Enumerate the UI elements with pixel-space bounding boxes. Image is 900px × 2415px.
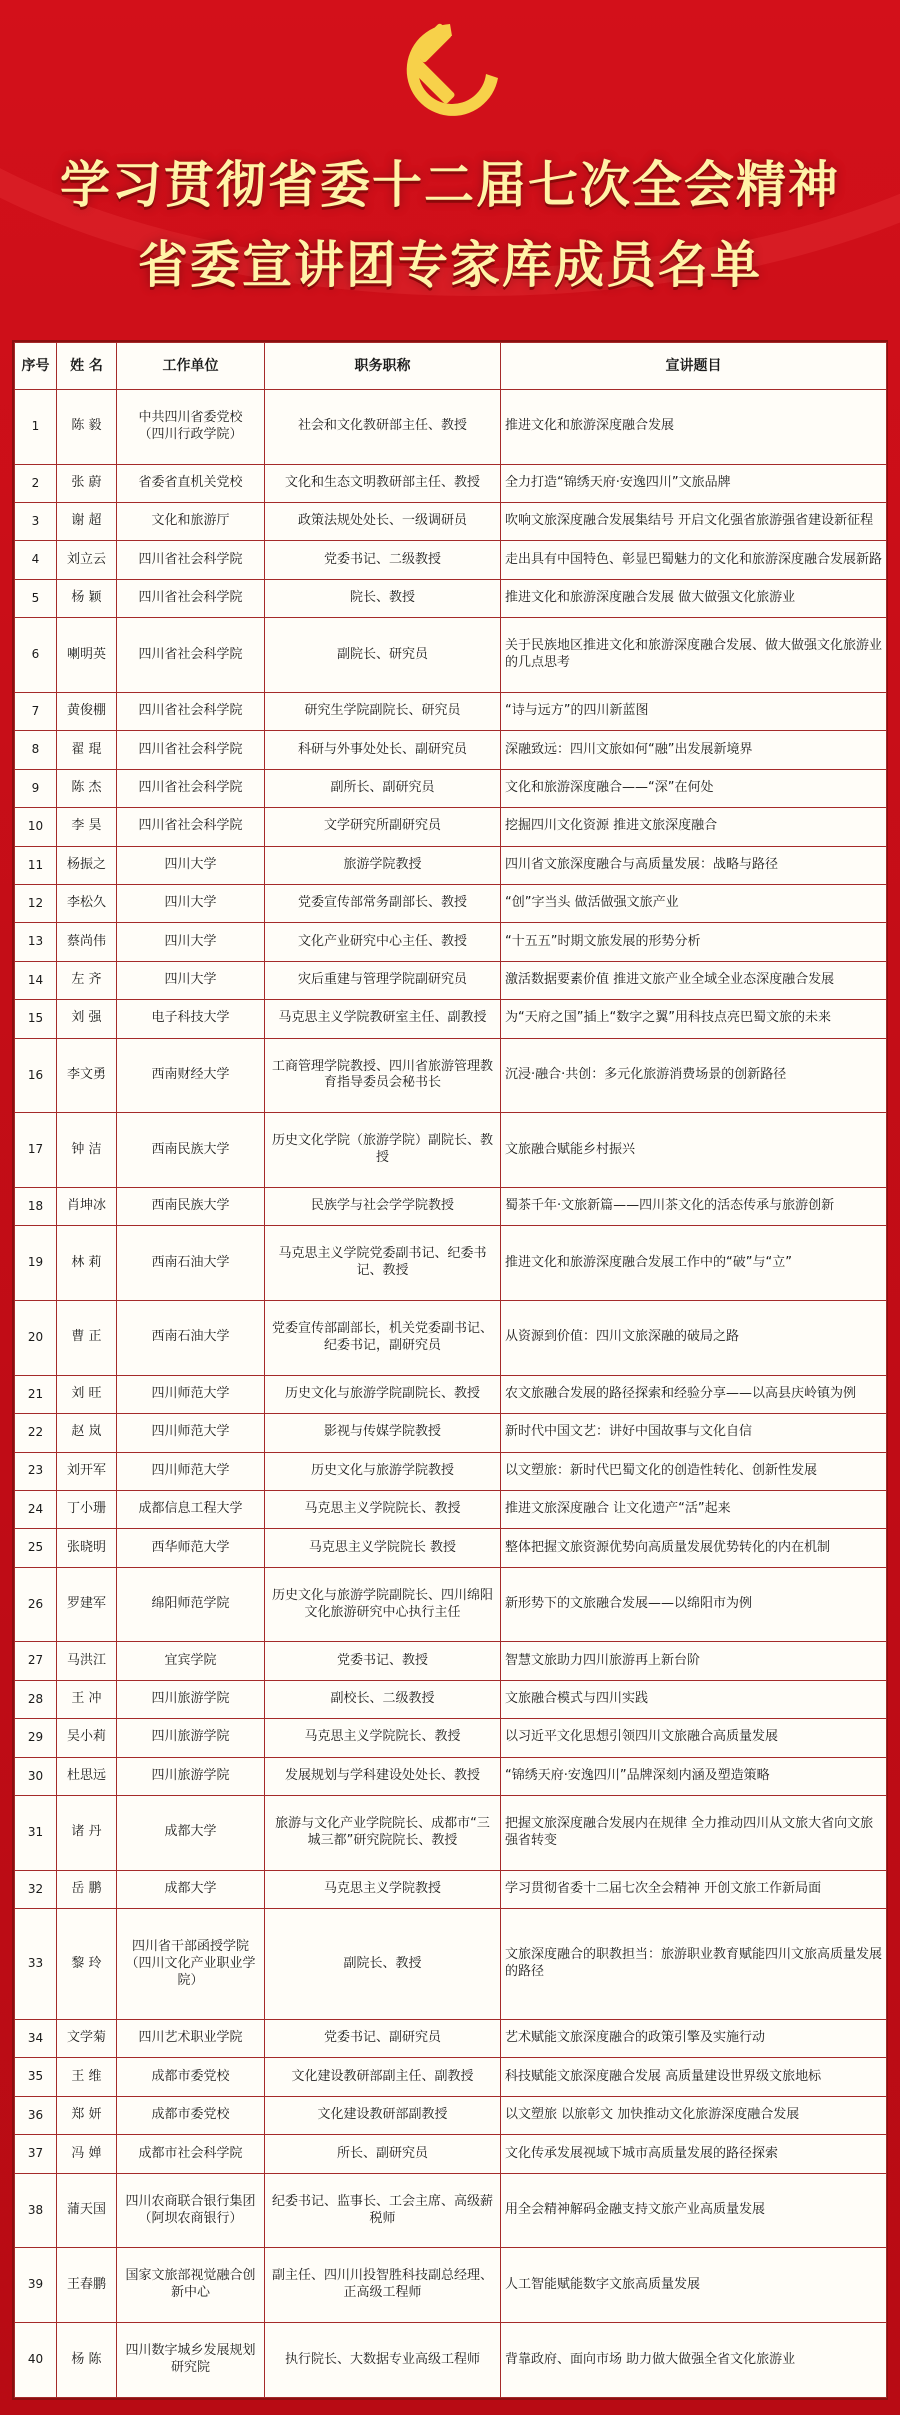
table-row	[15, 731, 887, 769]
table-row	[15, 1796, 887, 1871]
cell-no: 19	[15, 1226, 57, 1301]
cell-position: 副所长、副研究员	[265, 769, 501, 807]
cell-position: 纪委书记、监事长、工会主席、高级薪税师	[265, 2173, 501, 2248]
cell-position: 文化建设教研部副主任、副教授	[265, 2058, 501, 2096]
cell-unit: 四川艺术职业学院	[117, 2020, 265, 2058]
cell-topic: 走出具有中国特色、彰显巴蜀魅力的文化和旅游深度融合发展新路	[501, 541, 887, 579]
cell-no: 33	[15, 1909, 57, 2020]
cell-name: 刘开军	[57, 1452, 117, 1490]
table-row	[15, 846, 887, 884]
table-row	[15, 808, 887, 846]
cell-position: 马克思主义学院院长、教授	[265, 1719, 501, 1757]
cell-unit: 四川大学	[117, 846, 265, 884]
table-row	[15, 1909, 887, 2020]
table-row	[15, 885, 887, 923]
table-row	[15, 1529, 887, 1567]
column-header-no: 序号	[15, 343, 57, 390]
cell-no: 30	[15, 1757, 57, 1795]
table-row	[15, 1719, 887, 1757]
cell-unit: 四川大学	[117, 961, 265, 999]
cell-unit: 四川大学	[117, 885, 265, 923]
cell-unit: 西南石油大学	[117, 1226, 265, 1301]
cell-position: 历史文化与旅游学院副院长、教授	[265, 1375, 501, 1413]
cell-name: 陈 毅	[57, 390, 117, 465]
table-row	[15, 1301, 887, 1376]
cell-topic: 学习贯彻省委十二届七次全会精神 开创文旅工作新局面	[501, 1870, 887, 1908]
cell-topic: 推进文化和旅游深度融合发展	[501, 390, 887, 465]
cell-topic: 四川省文旅深度融合与高质量发展：战略与路径	[501, 846, 887, 884]
cell-no: 13	[15, 923, 57, 961]
cell-no: 1	[15, 390, 57, 465]
cell-no: 12	[15, 885, 57, 923]
table-row	[15, 2058, 887, 2096]
cell-topic: 农文旅融合发展的路径探索和经验分享——以高县庆岭镇为例	[501, 1375, 887, 1413]
table-row	[15, 769, 887, 807]
cell-unit: 宜宾学院	[117, 1642, 265, 1680]
cell-topic: 蜀茶千年·文旅新篇——四川茶文化的活态传承与旅游创新	[501, 1187, 887, 1225]
cell-name: 张 蔚	[57, 464, 117, 502]
cell-unit: 成都市委党校	[117, 2096, 265, 2134]
table-row	[15, 1680, 887, 1718]
cell-no: 2	[15, 464, 57, 502]
cell-position: 社会和文化教研部主任、教授	[265, 390, 501, 465]
table-row	[15, 579, 887, 617]
cell-unit: 四川省社会科学院	[117, 692, 265, 730]
cell-name: 左 齐	[57, 961, 117, 999]
page-subtitle: 省委宣讲团专家库成员名单	[138, 236, 762, 294]
cell-no: 22	[15, 1414, 57, 1452]
cell-topic: 推进文化和旅游深度融合发展工作中的“破”与“立”	[501, 1226, 887, 1301]
cell-position: 所长、副研究员	[265, 2135, 501, 2173]
column-header-name: 姓 名	[57, 343, 117, 390]
cell-unit: 西南石油大学	[117, 1301, 265, 1376]
cell-name: 蔡尚伟	[57, 923, 117, 961]
cell-position: 副院长、教授	[265, 1909, 501, 2020]
cell-topic: 全力打造“锦绣天府·安逸四川”文旅品牌	[501, 464, 887, 502]
cell-position: 党委书记、二级教授	[265, 541, 501, 579]
cell-name: 李 昊	[57, 808, 117, 846]
cell-topic: 沉浸·融合·共创：多元化旅游消费场景的创新路径	[501, 1038, 887, 1113]
column-header-unit: 工作单位	[117, 343, 265, 390]
cell-unit: 省委省直机关党校	[117, 464, 265, 502]
cell-position: 历史文化与旅游学院教授	[265, 1452, 501, 1490]
cell-position: 执行院长、大数据专业高级工程师	[265, 2323, 501, 2398]
cell-unit: 四川大学	[117, 923, 265, 961]
cell-topic: 整体把握文旅资源优势向高质量发展优势转化的内在机制	[501, 1529, 887, 1567]
cell-position: 旅游与文化产业学院院长、成都市“三城三都”研究院院长、教授	[265, 1796, 501, 1871]
cell-no: 28	[15, 1680, 57, 1718]
cell-no: 10	[15, 808, 57, 846]
table-row	[15, 1113, 887, 1188]
member-table-container	[12, 340, 888, 2400]
cell-no: 14	[15, 961, 57, 999]
table-row	[15, 1414, 887, 1452]
cell-no: 18	[15, 1187, 57, 1225]
table-row	[15, 618, 887, 693]
cell-name: 黎 玲	[57, 1909, 117, 2020]
column-header-position: 职务职称	[265, 343, 501, 390]
cell-name: 王春鹏	[57, 2248, 117, 2323]
page-title: 学习贯彻省委十二届七次全会精神	[60, 156, 840, 214]
cell-position: 研究生学院副院长、研究员	[265, 692, 501, 730]
cell-position: 发展规划与学科建设处处长、教授	[265, 1757, 501, 1795]
cell-topic: “锦绣天府·安逸四川”品牌深刻内涵及塑造策略	[501, 1757, 887, 1795]
table-row	[15, 1187, 887, 1225]
cell-unit: 四川省社会科学院	[117, 618, 265, 693]
cell-position: 民族学与社会学学院教授	[265, 1187, 501, 1225]
table-row	[15, 1452, 887, 1490]
cell-unit: 四川省社会科学院	[117, 808, 265, 846]
header-banner	[0, 0, 900, 335]
cell-unit: 四川省社会科学院	[117, 579, 265, 617]
table-row	[15, 503, 887, 541]
cell-position: 政策法规处处长、一级调研员	[265, 503, 501, 541]
cell-topic: 智慧文旅助力四川旅游再上新台阶	[501, 1642, 887, 1680]
cell-position: 马克思主义学院院长、教授	[265, 1490, 501, 1528]
cell-position: 历史文化学院（旅游学院）副院长、教授	[265, 1113, 501, 1188]
table-row	[15, 1757, 887, 1795]
cell-no: 26	[15, 1567, 57, 1642]
table-row	[15, 1642, 887, 1680]
cell-no: 20	[15, 1301, 57, 1376]
cell-no: 25	[15, 1529, 57, 1567]
cell-unit: 中共四川省委党校 （四川行政学院）	[117, 390, 265, 465]
cell-position: 马克思主义学院教授	[265, 1870, 501, 1908]
table-row	[15, 390, 887, 465]
table-row	[15, 2173, 887, 2248]
cell-topic: 以文塑旅 以旅彰文 加快推动文化旅游深度融合发展	[501, 2096, 887, 2134]
table-header-row	[15, 343, 887, 390]
cell-topic: 推进文化和旅游深度融合发展 做大做强文化旅游业	[501, 579, 887, 617]
cell-position: 灾后重建与管理学院副研究员	[265, 961, 501, 999]
cell-name: 翟 琨	[57, 731, 117, 769]
cell-position: 党委书记、副研究员	[265, 2020, 501, 2058]
table-row	[15, 1567, 887, 1642]
cell-topic: 以习近平文化思想引领四川文旅融合高质量发展	[501, 1719, 887, 1757]
cell-topic: “十五五”时期文旅发展的形势分析	[501, 923, 887, 961]
cell-topic: 吹响文旅深度融合发展集结号 开启文化强省旅游强省建设新征程	[501, 503, 887, 541]
cell-no: 11	[15, 846, 57, 884]
cell-name: 诸 丹	[57, 1796, 117, 1871]
cell-topic: 文旅融合模式与四川实践	[501, 1680, 887, 1718]
cell-no: 38	[15, 2173, 57, 2248]
cell-topic: 关于民族地区推进文化和旅游深度融合发展、做大做强文化旅游业的几点思考	[501, 618, 887, 693]
cell-name: 张晓明	[57, 1529, 117, 1567]
cell-no: 3	[15, 503, 57, 541]
member-table	[14, 342, 887, 2398]
cell-name: 王 维	[57, 2058, 117, 2096]
cell-no: 31	[15, 1796, 57, 1871]
cell-name: 李文勇	[57, 1038, 117, 1113]
cell-unit: 四川农商联合银行集团（阿坝农商银行）	[117, 2173, 265, 2248]
cell-name: 杨 颖	[57, 579, 117, 617]
cell-name: 刘立云	[57, 541, 117, 579]
table-row	[15, 2135, 887, 2173]
cell-no: 6	[15, 618, 57, 693]
cell-unit: 成都信息工程大学	[117, 1490, 265, 1528]
cell-position: 马克思主义学院教研室主任、副教授	[265, 1000, 501, 1038]
cell-position: 院长、教授	[265, 579, 501, 617]
table-row	[15, 923, 887, 961]
cell-name: 陈 杰	[57, 769, 117, 807]
cell-name: 杜思远	[57, 1757, 117, 1795]
cell-topic: “创”字当头 做活做强文旅产业	[501, 885, 887, 923]
cell-no: 27	[15, 1642, 57, 1680]
cell-topic: 背靠政府、面向市场 助力做大做强全省文化旅游业	[501, 2323, 887, 2398]
cell-topic: 新形势下的文旅融合发展——以绵阳市为例	[501, 1567, 887, 1642]
cell-position: 文化产业研究中心主任、教授	[265, 923, 501, 961]
cell-unit: 四川省社会科学院	[117, 769, 265, 807]
cell-unit: 四川师范大学	[117, 1414, 265, 1452]
table-row	[15, 2323, 887, 2398]
table-row	[15, 1375, 887, 1413]
cell-position: 党委宣传部副部长，机关党委副书记、纪委书记，副研究员	[265, 1301, 501, 1376]
cell-unit: 西南民族大学	[117, 1113, 265, 1188]
cell-position: 文化和生态文明教研部主任、教授	[265, 464, 501, 502]
cell-name: 钟 洁	[57, 1113, 117, 1188]
cell-unit: 四川省干部函授学院 （四川文化产业职业学院）	[117, 1909, 265, 2020]
cell-unit: 西南财经大学	[117, 1038, 265, 1113]
cell-position: 马克思主义学院党委副书记、纪委书记、教授	[265, 1226, 501, 1301]
cell-no: 34	[15, 2020, 57, 2058]
cell-position: 工商管理学院教授、四川省旅游管理教育指导委员会秘书长	[265, 1038, 501, 1113]
cell-topic: 推进文旅深度融合 让文化遗产“活”起来	[501, 1490, 887, 1528]
cell-topic: 深融致远：四川文旅如何“融”出发展新境界	[501, 731, 887, 769]
cell-name: 王 冲	[57, 1680, 117, 1718]
cell-no: 24	[15, 1490, 57, 1528]
cell-no: 39	[15, 2248, 57, 2323]
cell-topic: 科技赋能文旅深度融合发展 高质量建设世界级文旅地标	[501, 2058, 887, 2096]
cell-position: 副院长、研究员	[265, 618, 501, 693]
cell-no: 8	[15, 731, 57, 769]
cell-name: 喇明英	[57, 618, 117, 693]
table-row	[15, 1490, 887, 1528]
cell-name: 杨 陈	[57, 2323, 117, 2398]
cell-no: 9	[15, 769, 57, 807]
cell-topic: 以文塑旅：新时代巴蜀文化的创造性转化、创新性发展	[501, 1452, 887, 1490]
cell-position: 科研与外事处处长、副研究员	[265, 731, 501, 769]
cell-no: 37	[15, 2135, 57, 2173]
cell-name: 李松久	[57, 885, 117, 923]
table-row	[15, 541, 887, 579]
cell-name: 罗建军	[57, 1567, 117, 1642]
cell-name: 郑 妍	[57, 2096, 117, 2134]
cell-name: 冯 婵	[57, 2135, 117, 2173]
cell-topic: 为“天府之国”插上“数字之翼”用科技点亮巴蜀文旅的未来	[501, 1000, 887, 1038]
cell-topic: 文旅深度融合的职教担当：旅游职业教育赋能四川文旅高质量发展的路径	[501, 1909, 887, 2020]
table-row	[15, 1870, 887, 1908]
cell-name: 林 莉	[57, 1226, 117, 1301]
cell-position: 马克思主义学院院长 教授	[265, 1529, 501, 1567]
cell-topic: 把握文旅深度融合发展内在规律 全力推动四川从文旅大省向文旅强省转变	[501, 1796, 887, 1871]
cell-topic: 文化和旅游深度融合——“深”在何处	[501, 769, 887, 807]
cell-topic: 从资源到价值：四川文旅深融的破局之路	[501, 1301, 887, 1376]
cell-no: 35	[15, 2058, 57, 2096]
cell-unit: 四川数字城乡发展规划研究院	[117, 2323, 265, 2398]
column-header-topic: 宣讲题目	[501, 343, 887, 390]
cell-name: 丁小珊	[57, 1490, 117, 1528]
cell-unit: 西南民族大学	[117, 1187, 265, 1225]
cell-no: 17	[15, 1113, 57, 1188]
cell-no: 15	[15, 1000, 57, 1038]
cell-unit: 四川师范大学	[117, 1375, 265, 1413]
cell-name: 肖坤冰	[57, 1187, 117, 1225]
cell-unit: 电子科技大学	[117, 1000, 265, 1038]
cell-unit: 成都市委党校	[117, 2058, 265, 2096]
table-row	[15, 1226, 887, 1301]
cell-unit: 四川省社会科学院	[117, 731, 265, 769]
cell-topic: 激活数据要素价值 推进文旅产业全域全业态深度融合发展	[501, 961, 887, 999]
cell-name: 谢 超	[57, 503, 117, 541]
cell-unit: 四川旅游学院	[117, 1719, 265, 1757]
cell-unit: 成都大学	[117, 1870, 265, 1908]
cell-topic: 人工智能赋能数字文旅高质量发展	[501, 2248, 887, 2323]
cell-position: 文化建设教研部副教授	[265, 2096, 501, 2134]
table-row	[15, 1000, 887, 1038]
table-row	[15, 2096, 887, 2134]
cell-unit: 四川省社会科学院	[117, 541, 265, 579]
cell-no: 7	[15, 692, 57, 730]
cell-name: 赵 岚	[57, 1414, 117, 1452]
cell-position: 党委宣传部常务副部长、教授	[265, 885, 501, 923]
cell-name: 曹 正	[57, 1301, 117, 1376]
table-row	[15, 2248, 887, 2323]
cell-no: 23	[15, 1452, 57, 1490]
cell-topic: 用全会精神解码金融支持文旅产业高质量发展	[501, 2173, 887, 2248]
cell-name: 蒲天国	[57, 2173, 117, 2248]
cell-unit: 国家文旅部视觉融合创新中心	[117, 2248, 265, 2323]
cell-position: 副校长、二级教授	[265, 1680, 501, 1718]
cell-name: 马洪江	[57, 1642, 117, 1680]
cell-topic: 艺术赋能文旅深度融合的政策引擎及实施行动	[501, 2020, 887, 2058]
cell-no: 36	[15, 2096, 57, 2134]
cell-topic: 文化传承发展视域下城市高质量发展的路径探索	[501, 2135, 887, 2173]
cell-name: 刘 旺	[57, 1375, 117, 1413]
cell-unit: 西华师范大学	[117, 1529, 265, 1567]
cell-unit: 四川旅游学院	[117, 1680, 265, 1718]
cell-no: 5	[15, 579, 57, 617]
table-row	[15, 961, 887, 999]
cell-no: 21	[15, 1375, 57, 1413]
cell-name: 吴小莉	[57, 1719, 117, 1757]
cell-position: 党委书记、教授	[265, 1642, 501, 1680]
cell-topic: 文旅融合赋能乡村振兴	[501, 1113, 887, 1188]
cell-topic: 挖掘四川文化资源 推进文旅深度融合	[501, 808, 887, 846]
cell-name: 黄俊棚	[57, 692, 117, 730]
cell-position: 历史文化与旅游学院副院长、四川绵阳文化旅游研究中心执行主任	[265, 1567, 501, 1642]
cell-name: 刘 强	[57, 1000, 117, 1038]
cell-no: 40	[15, 2323, 57, 2398]
cell-unit: 四川旅游学院	[117, 1757, 265, 1795]
cell-no: 4	[15, 541, 57, 579]
cell-topic: “诗与远方”的四川新蓝图	[501, 692, 887, 730]
cell-unit: 文化和旅游厅	[117, 503, 265, 541]
table-row	[15, 692, 887, 730]
cell-unit: 四川师范大学	[117, 1452, 265, 1490]
table-row	[15, 464, 887, 502]
cell-topic: 新时代中国文艺：讲好中国故事与文化自信	[501, 1414, 887, 1452]
cell-no: 32	[15, 1870, 57, 1908]
cell-name: 杨振之	[57, 846, 117, 884]
cell-position: 旅游学院教授	[265, 846, 501, 884]
cell-unit: 成都市社会科学院	[117, 2135, 265, 2173]
cell-name: 文学菊	[57, 2020, 117, 2058]
hammer-sickle-icon	[390, 12, 510, 132]
cell-unit: 成都大学	[117, 1796, 265, 1871]
cell-unit: 绵阳师范学院	[117, 1567, 265, 1642]
cell-no: 29	[15, 1719, 57, 1757]
cell-position: 副主任、四川川投智胜科技副总经理、正高级工程师	[265, 2248, 501, 2323]
table-row	[15, 1038, 887, 1113]
table-row	[15, 2020, 887, 2058]
cell-position: 文学研究所副研究员	[265, 808, 501, 846]
cell-no: 16	[15, 1038, 57, 1113]
cell-position: 影视与传媒学院教授	[265, 1414, 501, 1452]
cell-name: 岳 鹏	[57, 1870, 117, 1908]
